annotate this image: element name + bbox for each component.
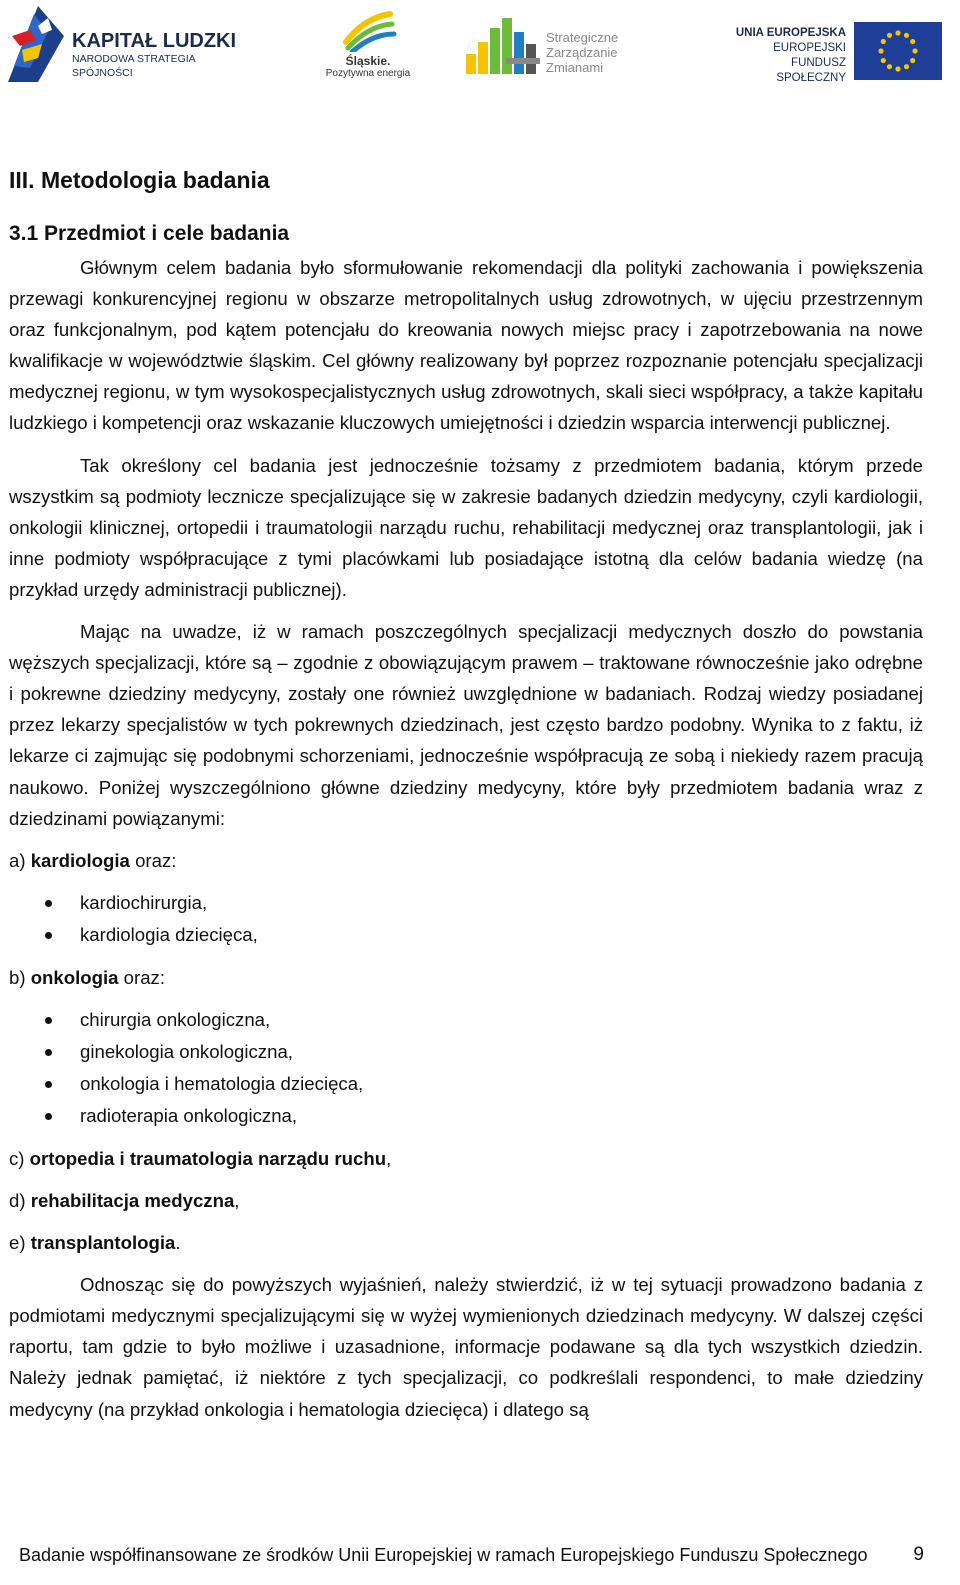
- category-suffix: oraz:: [129, 849, 177, 871]
- strategiczne-zarzadzanie-logo: [466, 14, 662, 80]
- slaskie-name: Śląskie.: [345, 54, 391, 68]
- category-a-list: [9, 887, 923, 951]
- slaskie-logo: [318, 8, 418, 82]
- document-body: [9, 160, 923, 1425]
- eu-flag-icon: [854, 22, 942, 80]
- list-item: chirurgia onkologiczna,: [9, 1004, 923, 1036]
- kapital-ludzki-title: KAPITAŁ LUDZKI: [72, 30, 237, 52]
- bullet-icon: [45, 932, 52, 939]
- category-prefix: e): [9, 1232, 31, 1254]
- category-suffix: .: [175, 1232, 181, 1254]
- category-name: onkologia: [30, 966, 119, 988]
- ue-line2: EUROPEJSKI: [773, 42, 846, 54]
- category-name: transplantologia: [30, 1232, 176, 1254]
- category-prefix: b): [9, 966, 31, 988]
- category-prefix: a): [9, 849, 31, 871]
- kapital-ludzki-logo: [8, 6, 248, 82]
- list-item: ginekologia onkologiczna,: [9, 1036, 923, 1068]
- paragraph-3: Mając na uwadze, iż w ramach poszczególnych specjalizacji medycznych doszło do powstania węższych specjalizacji, które są – zgodnie z obowiązującym prawem – traktowane równocześnie jako odrębne i pokrewne dziedziny medycyny, zostały one również uwzględnione w badaniach. Rodzaj wiedzy posiadanej przez lekarzy specjalistów w tych pokrewnych dziedzinach, jest często bardzo podobny. Wynika to z faktu, iż lekarze ci zajmując się podobnymi schorzeniami, jednocześnie współpracują ze sobą i niekiedy razem pracują naukowo. Poniżej wyszczególniono główne dziedziny medycyny, które były przedmiotem badania wraz z dziedzinami powiązanymi:: [9, 621, 923, 829]
- paragraph-1: Głównym celem badania było sformułowanie rekomendacji dla polityki zachowania i powiększenia przewagi konkurencyjnej regionu w obszarze metropolitalnych usług zdrowotnych, w ujęciu przestrzennym oraz funkcjonalnym, pod kątem potencjału do kreowania nowych miejsc pracy i zapotrzebowania na nowe kwalifikacje w województwie śląskim. Cel główny realizowany był poprzez rozpoznanie potencjału specjalizacji medycznej regionu, w tym wysokospecjalistycznych usług zdrowotnych, skali sieci współpracy, a także kapitału ludzkiego i kompetencji oraz wskazanie kluczowych umiejętności i dziedzin wsparcia interwencji publicznej.: [9, 257, 923, 434]
- section-title: 3.1 Przedmiot i cele badania: [9, 222, 290, 245]
- ue-line3: FUNDUSZ SPOŁECZNY: [776, 57, 846, 84]
- category-c: [9, 1143, 923, 1174]
- category-b-list: [9, 1004, 923, 1132]
- bullet-icon: [45, 900, 52, 907]
- slaskie-swirl-icon: [338, 8, 398, 52]
- category-suffix: oraz:: [118, 966, 166, 988]
- slaskie-tagline: Pozytywna energia: [325, 68, 411, 79]
- list-item: onkologia i hematologia dziecięca,: [9, 1068, 923, 1100]
- closing-paragraph: Odnosząc się do powyższych wyjaśnień, należy stwierdzić, iż w tej sytuacji prowadzono badania z podmiotami medycznymi specjalizującymi się w wyżej wymienionych dziedzinach medycyny. W dalszej części raportu, tam gdzie to było możliwe i uzasadnione, informacje podawane są dla tych wszystkich dziedzin. Należy jednak pamiętać, iż niektóre z tych specjalizacji, co podkreślali respondenci, to małe dziedziny medycyny (na przykład onkologia i hematologia dziecięca) i dlatego są: [9, 1274, 923, 1420]
- header-logos: [0, 0, 960, 90]
- chapter-title: III. Metodologia badania: [9, 167, 270, 193]
- szz-line3: Zmianami: [546, 60, 604, 75]
- list-item: kardiologia dziecięca,: [9, 919, 923, 951]
- category-name: rehabilitacja medyczna: [30, 1189, 235, 1211]
- category-b: [9, 962, 923, 993]
- category-suffix: ,: [234, 1189, 240, 1211]
- category-name: ortopedia i traumatologia narządu ruchu: [29, 1147, 387, 1169]
- ue-line1: UNIA EUROPEJSKA: [735, 27, 846, 39]
- category-name: kardiologia: [30, 849, 130, 871]
- category-prefix: c): [9, 1147, 30, 1169]
- bullet-icon: [45, 1017, 52, 1024]
- szz-line1: Strategiczne: [546, 30, 619, 45]
- kapital-ludzki-subtitle: NARODOWA STRATEGIA SPÓJNOŚCI: [72, 53, 196, 79]
- list-item: radioterapia onkologiczna,: [9, 1100, 923, 1132]
- bullet-icon: [45, 1081, 52, 1088]
- category-e: [9, 1227, 923, 1258]
- bullet-icon: [45, 1113, 52, 1120]
- paragraph-2: Tak określony cel badania jest jednocześnie tożsamy z przedmiotem badania, którym przede wszystkim są podmioty lecznicze specjalizujące się w zakresie badanych dziedzin medycyny, czyli kardiologii, onkologii klinicznej, ortopedii i traumatologii narządu ruchu, rehabilitacji medycznej oraz transplantologii, jak i inne podmioty współpracujące z tymi placówkami lub posiadające istotną dla celów badania wiedzę (na przykład urzędy administracji publicznej).: [9, 454, 923, 600]
- bullet-icon: [45, 1049, 52, 1056]
- bar-blocks-icon: [466, 14, 544, 76]
- category-d: [9, 1185, 923, 1216]
- unia-europejska-logo: [722, 22, 944, 82]
- list-item: kardiochirurgia,: [9, 887, 923, 919]
- category-suffix: ,: [386, 1147, 392, 1169]
- category-prefix: d): [9, 1189, 31, 1211]
- page-number: 9: [913, 1544, 924, 1565]
- footer-text: Badanie współfinansowane ze środków Unii Europejskiej w ramach Europejskiego Funduszu Społecznego: [19, 1545, 868, 1565]
- kapital-ludzki-emblem-icon: [8, 6, 64, 82]
- szz-line2: Zarządzanie: [546, 45, 618, 60]
- category-a: [9, 845, 923, 876]
